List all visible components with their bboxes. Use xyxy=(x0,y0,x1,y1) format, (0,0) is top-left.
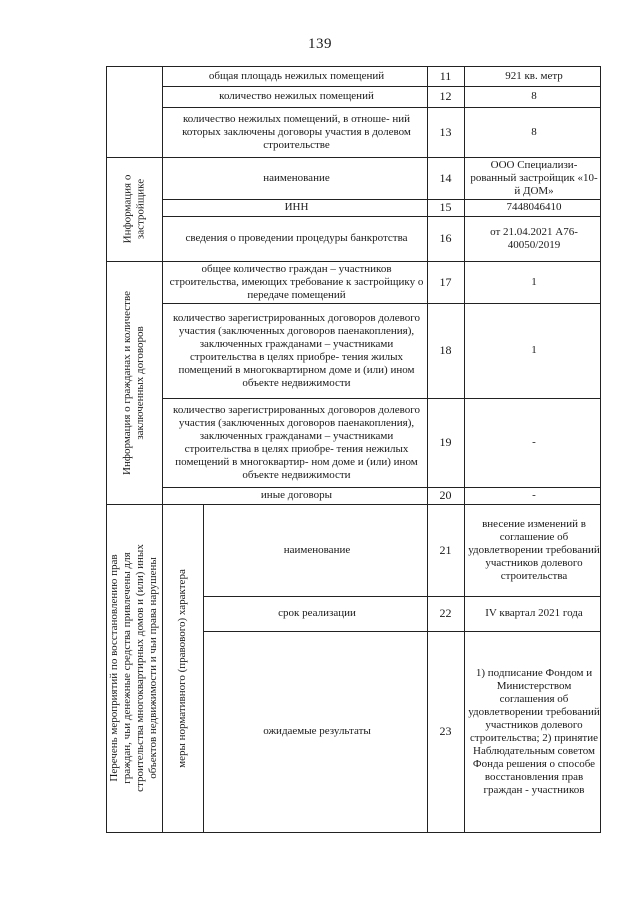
group-measures-label-line: Перечень мероприятий по восстановлению прав xyxy=(108,554,120,782)
row-number xyxy=(427,596,464,631)
table-rule xyxy=(106,66,600,67)
group-normative-label xyxy=(162,504,203,832)
row-label-text: количество нежилых помещений xyxy=(219,90,374,102)
row-number-text: 14 xyxy=(439,170,452,185)
row-value-text: 7448046410 xyxy=(506,201,562,213)
group-developer-label xyxy=(106,157,162,261)
row-label xyxy=(164,86,429,107)
row-number xyxy=(427,504,464,596)
group-normative-label-line: меры нормативного (правового) характера xyxy=(176,568,189,768)
row-value xyxy=(466,487,602,504)
row-value-text: 1 xyxy=(531,344,537,356)
row-label-text: ИНН xyxy=(284,201,309,213)
group-measures-label xyxy=(106,504,162,832)
page-number: 139 xyxy=(308,36,332,52)
row-number-text: 17 xyxy=(439,274,452,289)
row-number-text: 22 xyxy=(439,606,452,620)
group-citizens-label-line: заключенных договоров xyxy=(134,325,146,440)
row-label-text: наименование xyxy=(263,171,330,184)
table-rule xyxy=(464,66,465,833)
row-label-text: общая площадь нежилых помещений xyxy=(208,69,385,82)
row-label xyxy=(164,261,429,303)
row-number-text: 21 xyxy=(439,542,452,557)
row-number xyxy=(427,107,464,157)
row-number-text: 20 xyxy=(439,488,452,502)
row-number-text: 11 xyxy=(439,68,452,83)
row-label-text: срок реализации xyxy=(278,607,356,619)
row-label xyxy=(205,504,429,596)
row-value-text: 8 xyxy=(531,125,537,138)
row-value-text: внесение изменений в соглашение об удовлетворении требований участников долевого строительства xyxy=(468,517,600,582)
row-label-text: иные договоры xyxy=(260,489,333,501)
table-rule xyxy=(106,832,600,833)
row-label xyxy=(164,107,429,157)
row-value-text: 921 кв. метр xyxy=(505,69,563,82)
row-label xyxy=(164,216,429,261)
row-label-text: сведения о проведении процедуры банкротства xyxy=(185,232,408,244)
row-value xyxy=(466,216,602,261)
row-value xyxy=(466,504,602,596)
row-value xyxy=(466,86,602,107)
row-number xyxy=(427,86,464,107)
group-measures-label-line: объектов недвижимости и чьи права нарушены xyxy=(147,557,159,779)
row-number-text: 18 xyxy=(439,343,452,357)
row-number-text: 12 xyxy=(439,89,452,103)
row-value xyxy=(466,398,602,487)
group-developer-label-line: застройщике xyxy=(134,178,146,240)
table-rule xyxy=(203,504,204,833)
row-label xyxy=(164,303,429,398)
group-measures-label-line: строительства многоквартирных домов и (или) иных xyxy=(134,544,146,792)
row-value-text: - xyxy=(532,436,536,448)
row-number xyxy=(427,157,464,199)
row-number xyxy=(427,199,464,216)
row-value xyxy=(466,199,602,216)
row-label-text: количество зарегистрированных договоров долевого участия (заключенных договоров паенакопления), заключенных гражданами – участниками строительства в целях приобре- тения нежилых помещений в многоквартир- ном доме и (или) ином объекте недвижимости xyxy=(173,403,420,481)
row-label-text: общее количество граждан – участников строительства, имеющих требование к застройщику о передаче помещений xyxy=(169,262,424,301)
row-label xyxy=(164,487,429,504)
row-label xyxy=(164,157,429,199)
row-number xyxy=(427,261,464,303)
row-number-text: 16 xyxy=(439,231,452,245)
row-number xyxy=(427,216,464,261)
row-label-text: количество зарегистрированных договоров долевого участия (заключенных договоров паенакопления), заключенных гражданами – участниками строительства в целях приобре- тения жилых помещений в многоквартирном доме и (или) ином объекте недвижимости xyxy=(173,311,420,389)
row-value xyxy=(466,631,602,832)
row-label xyxy=(164,66,429,86)
row-value-text: 1) подписание Фондом и Министерством соглашения об удовлетворении требований участников долевого строительства; 2) принятие Наблюдательным советом Фонда решения о способе восстановления прав граждан - участников xyxy=(468,666,600,796)
row-value xyxy=(466,66,602,86)
row-label-text: количество нежилых помещений, в отноше- ний которых заключены договоры участия в долевом строительстве xyxy=(182,112,411,151)
group-measures-label-line: граждан, чьи денежные средства привлечены для xyxy=(121,552,133,784)
row-label-text: ожидаемые результаты xyxy=(263,725,371,737)
row-value xyxy=(466,261,602,303)
row-number-text: 19 xyxy=(439,435,452,449)
row-number xyxy=(427,66,464,86)
row-value xyxy=(466,157,602,199)
row-value-text: 1 xyxy=(531,275,537,288)
row-number-text: 15 xyxy=(439,200,452,214)
row-value-text: ООО Специализи- рованный застройщик «10-й ДОМ» xyxy=(470,158,598,197)
group-citizens-label-line: Информация о гражданах и количестве xyxy=(121,290,133,475)
table-rule xyxy=(427,66,428,833)
group-citizens-label xyxy=(106,261,162,504)
row-label-text: наименование xyxy=(283,543,351,556)
row-label xyxy=(205,631,429,832)
row-value-text: от 21.04.2021 А76-40050/2019 xyxy=(490,225,578,251)
row-value-text: 8 xyxy=(531,90,537,102)
row-value xyxy=(466,107,602,157)
row-number xyxy=(427,487,464,504)
group-developer-label-line: Информация о xyxy=(121,174,133,244)
row-label xyxy=(205,596,429,631)
table-rule xyxy=(600,66,601,833)
row-label xyxy=(164,398,429,487)
row-number-text: 13 xyxy=(439,124,452,139)
row-value xyxy=(466,303,602,398)
row-value-text: IV квартал 2021 года xyxy=(485,607,583,619)
row-value-text: - xyxy=(532,489,536,501)
row-value xyxy=(466,596,602,631)
row-number xyxy=(427,303,464,398)
row-number xyxy=(427,398,464,487)
row-label xyxy=(164,199,429,216)
row-number-text: 23 xyxy=(439,724,452,738)
row-number xyxy=(427,631,464,832)
